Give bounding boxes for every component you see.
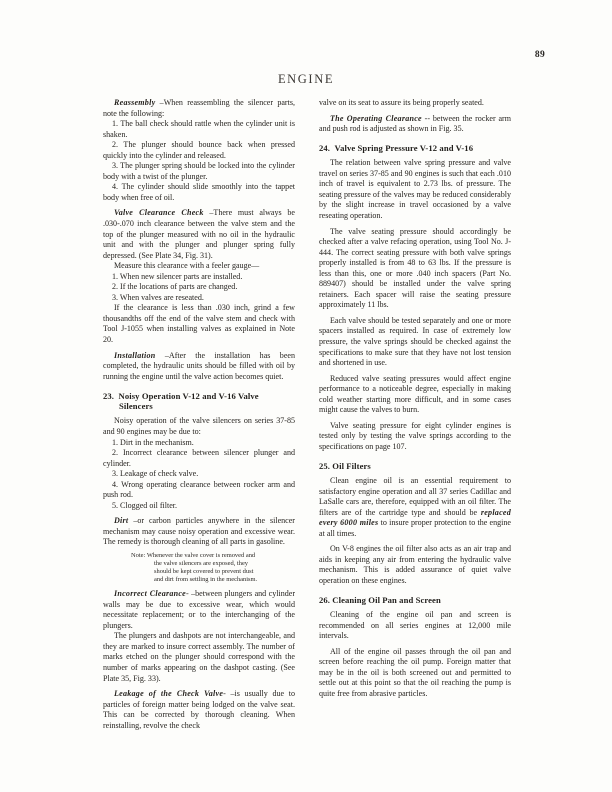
section-heading-23 bbox=[103, 391, 295, 412]
paragraph-leakage-text: - –is usually due to particles of foreign matter being lodged on the valve seat. This can be corrected by thorough cleaning. When reinstalling, revolve the check bbox=[103, 689, 295, 730]
left-column bbox=[103, 98, 295, 731]
paragraph-each-valve: Each valve should be tested separately and one or more spacers installed as required. In case of extremely low pressure, the valve springs should be checked against the specifications to make sure that they have not lost tension and shortened in use. bbox=[319, 315, 511, 368]
list-item-reassembly-1: 1. The ball check should rattle when the cylinder unit is shaken. bbox=[103, 119, 295, 139]
lead-in-reassembly: Reassembly bbox=[114, 98, 156, 107]
list-item-reassembly-4: 4. The cylinder should slide smoothly into the tappet body when free of oil. bbox=[103, 182, 295, 202]
lead-in-valve-clearance-check: Valve Clearance Check bbox=[114, 208, 204, 218]
list-item-measure-2: 2. If the locations of parts are changed. bbox=[112, 282, 238, 292]
paragraph-valve-clearance-check-text: –There must always be .030-.070 inch clearance between the valve stem and the top of the plunger measured with no oil in the hydraulic unit and with the plunger and plunger spring fully depressed. (See Plate 34, Fig. 31). bbox=[103, 208, 296, 260]
list-item-noisy-4: 4. Wrong operating clearance between rocker arm and push rod. bbox=[103, 479, 295, 500]
right-column bbox=[319, 98, 511, 731]
paragraph-installation bbox=[103, 351, 295, 383]
paragraph-clearance-less: If the clearance is less than .030 inch, grind a few thousandths off the end of the valve stem and check with Tool J-1055 when installing valves as explained in Note 20. bbox=[103, 303, 295, 345]
list-item-noisy-5: 5. Clogged oil filter. bbox=[112, 500, 178, 510]
paragraph-clean-oil-text-before: Clean engine oil is an essential requirement to satisfactory engine operation and all 37 series Cadillac and LaSalle cars are, therefore, equipped with an oil filter. The filters are of the cartridge type and should be bbox=[319, 476, 511, 517]
paragraph-relation: The relation between valve spring pressure and valve travel on series 37-85 and 90 engines is such that each .010 inch of travel is equivalent to 2.73 lbs. of pressure. The seating pressure of the valves may be reduced considerably by the slight increase in travel occasioned by a valve reseating operation. bbox=[319, 158, 511, 220]
lead-in-incorrect-clearance: Incorrect Clearance bbox=[114, 589, 187, 599]
paragraph-clean-oil bbox=[319, 476, 511, 539]
note-block bbox=[103, 552, 295, 584]
paragraph-reduced-pressure: Reduced valve seating pressures would affect engine performance to a noticeable degree, especially in making cold weather starting more difficult, and in some cases might cause the valves to burn. bbox=[319, 373, 511, 415]
section-heading-24 bbox=[319, 143, 511, 154]
note-text-line-3: should be kept covered to prevent dust bbox=[154, 568, 254, 576]
lead-in-installation: Installation bbox=[114, 350, 156, 360]
list-item-noisy-3: 3. Leakage of check valve. bbox=[112, 469, 199, 479]
list-item-reassembly-3: 3. The plunger spring should be locked into the cylinder body with a twist of the plunger. bbox=[103, 161, 295, 181]
note-text-line-4: and dirt from settling in the mechanism. bbox=[154, 576, 258, 584]
paragraph-seating-pressure: The valve seating pressure should accordingly be checked after a valve refacing operation, using Tool No. J-444. The correct seating pressure with both valve springs properly installed is from 48 to 63 lbs. If the pressure is less than this, one or more .040 inch spacers (Part No. 889407) should be installed under the valve spring retainers. Each spacer will raise the seating pressure approximately 11 lbs. bbox=[319, 226, 511, 310]
list-item-measure-3: 3. When valves are reseated. bbox=[112, 292, 204, 302]
note-label: Note: bbox=[131, 551, 146, 559]
paragraph-valve-clearance-check bbox=[103, 208, 295, 261]
list-item-noisy-1: 1. Dirt in the mechanism. bbox=[112, 437, 194, 447]
paragraph-all-engine-oil: All of the engine oil passes through the oil pan and screen before reaching the oil pump. Foreign matter that may be in the oil is both screened out and permitted to settle out at this point so that the oil reaching the pump is quite free from abrasive particles. bbox=[319, 646, 511, 698]
section-heading-26 bbox=[319, 595, 511, 606]
paragraph-installation-text: –After the installation has been completed, the hydraulic units should be filled with oil by running the engine until the valve action becomes quiet. bbox=[103, 350, 295, 381]
section-title-26: Cleaning Oil Pan and Screen bbox=[332, 595, 441, 606]
paragraph-eight-cylinder: Valve seating pressure for eight cylinder engines is tested only by testing the valve springs according to the specifications on page 107. bbox=[319, 420, 511, 451]
paragraph-incorrect-clearance-text: - –between plungers and cylinder walls may be due to excessive wear, which would necessitate replacement; or to the interchanging of the plungers. bbox=[103, 589, 295, 630]
section-number-26: 26. bbox=[319, 595, 331, 606]
section-number-25: 25. bbox=[319, 460, 331, 471]
list-item-noisy-2: 2. Incorrect clearance between silencer plunger and cylinder. bbox=[103, 448, 295, 468]
list-item-reassembly-2: 2. The plunger should bounce back when pressed quickly into the cylinder and released. bbox=[103, 140, 295, 160]
note-text-line-2: the valve silencers are exposed, they bbox=[154, 560, 249, 568]
two-column-body bbox=[103, 98, 511, 731]
paragraph-noisy-lead: Noisy operation of the valve silencers on series 37-85 and 90 engines may be due to: bbox=[103, 416, 295, 436]
running-head: ENGINE bbox=[277, 72, 335, 86]
section-title-25: Oil Filters bbox=[332, 460, 371, 471]
section-title-23-line1: Noisy Operation V-12 and V-16 Valve bbox=[118, 390, 259, 401]
paragraph-dirt-text: –or carbon particles anywhere in the silencer mechanism may cause noisy operation and excessive wear. The remedy is thorough cleaning of all parts in gasoline. bbox=[103, 516, 295, 547]
paragraph-reassembly-text: –When reassembling the silencer parts, note the following: bbox=[103, 98, 295, 118]
paragraph-cleaning-oil-pan: Cleaning of the engine oil pan and screen is recommended on all series engines at 12,000 mile intervals. bbox=[319, 610, 511, 641]
paragraph-reassembly bbox=[103, 98, 295, 119]
paragraph-operating-clearance bbox=[319, 114, 511, 135]
section-number-24: 24. bbox=[319, 143, 331, 154]
paragraph-leakage bbox=[103, 689, 295, 731]
paragraph-dirt bbox=[103, 516, 295, 548]
lead-in-leakage: Leakage of the Check Valve bbox=[114, 689, 224, 699]
section-title-24: Valve Spring Pressure V-12 and V-16 bbox=[334, 143, 474, 154]
emphasis-replacement-interval: replaced every 6000 miles bbox=[319, 507, 511, 528]
lead-in-dirt: Dirt bbox=[114, 516, 129, 526]
note-line-1 bbox=[131, 552, 295, 560]
paragraph-operating-clearance-text: -- between the rocker arm and push rod is adjusted as shown in Fig. 35. bbox=[319, 113, 511, 134]
section-number-23: 23. bbox=[103, 390, 115, 401]
lead-in-operating-clearance: The Operating Clearance bbox=[330, 113, 422, 123]
section-title-23-line2: Silencers bbox=[119, 401, 153, 412]
paragraph-measure-lead: Measure this clearance with a feeler gauge— bbox=[114, 261, 260, 271]
paragraph-incorrect-clearance bbox=[103, 589, 295, 631]
note-text-line-1: Whenever the valve cover is removed and bbox=[146, 551, 256, 559]
section-heading-25 bbox=[319, 461, 511, 472]
paragraph-clean-oil-text-after: to insure proper protection to the engine at all times. bbox=[319, 518, 512, 538]
paragraph-v8-filter: On V-8 engines the oil filter also acts as an air trap and aids in keeping any air from entering the hydraulic valve mechanism. This is added assurance of quiet valve operation on these engines. bbox=[319, 544, 511, 585]
page-number: 89 bbox=[534, 50, 545, 60]
list-item-measure-1: 1. When new silencer parts are installed. bbox=[112, 271, 243, 281]
paragraph-valve-seat-continuation: valve on its seat to assure its being properly seated. bbox=[319, 98, 484, 107]
paragraph-plungers-dashpots: The plungers and dashpots are not interchangeable, and they are marked to insure correct assembly. The number of marks etched on the plunger should correspond with the number of marks appearing on the dashpot casting. (See Plate 35, Fig. 33). bbox=[103, 631, 295, 683]
